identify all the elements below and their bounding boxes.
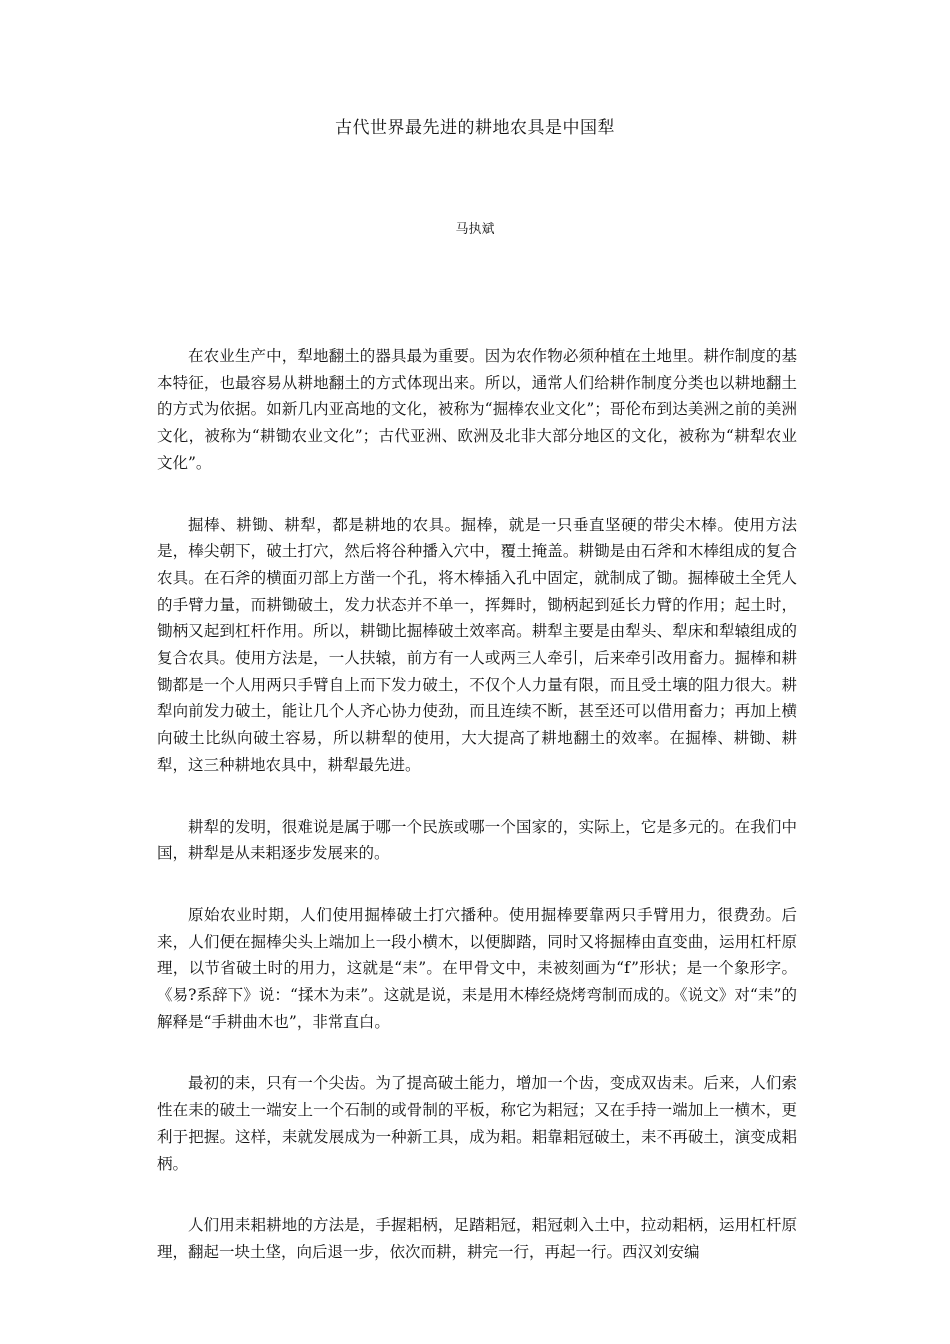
paragraph-2: 掘棒、耕锄、耕犁，都是耕地的农具。掘棒，就是一只垂直坚硬的带尖木棒。使用方法是，棒尖朝下，破土打穴，然后将谷种播入穴中，覆土掩盖。耕锄是由石斧和木棒组成的复合农具。在石斧的横面刃部上方凿一个孔，将木棒插入孔中固定，就制成了锄。掘棒破土全凭人的手臂力量，而耕锄破土，发力状态并不单一，挥舞时，锄柄起到延长力臂的作用；起土时，锄柄又起到杠杆作用。所以，耕锄比掘棒破土效率高。耕犁主要是由犁头、犁床和犁辕组成的复合农具。使用方法是，一人扶辕，前方有一人或两三人牵引，后来牵引改用畜力。掘棒和耕锄都是一个人用两只手臂自上而下发力破土，不仅个人力量有限，而且受土壤的阻力很大。耕犁向前发力破土，能让几个人齐心协力使劲，而且连续不断，甚至还可以借用畜力；再加上横向破土比纵向破土容易，所以耕犁的使用，大大提高了耕地翻土的效率。在掘棒、耕锄、耕犁，这三种耕地农具中，耕犁最先进。 — [157, 515, 797, 774]
paragraph-5: 最初的耒，只有一个尖齿。为了提高破土能力，增加一个齿，变成双齿耒。后来，人们索性在耒的破土一端安上一个石制的或骨制的平板，称它为耜冠；又在手持一端加上一横木，更利于把握。这样，耒就发展成为一种新工具，成为耜。耜靠耜冠破土，耒不再破土，演变成耜柄。 — [157, 1074, 797, 1173]
paragraph-6: 人们用耒耜耕地的方法是，手握耜柄，足踏耜冠，耜冠刺入土中，拉动耜柄，运用杠杆原理，翻起一块土垡，向后退一步，依次而耕，耕完一行，再起一行。西汉刘安编 — [157, 1216, 797, 1261]
paragraph-4: 原始农业时期，人们使用掘棒破土打穴播种。使用掘棒要靠两只手臂用力，很费劲。后来，人们便在掘棒尖头上端加上一段小横木，以便脚踏，同时又将掘棒由直变曲，运用杠杆原理，以节省破土时的用力，这就是“耒”。在甲骨文中，耒被刻画为“f”形状；是一个象形字。《易?系辞下》说：“揉木为耒”。这就是说，耒是用木棒经烧烤弯制而成的。《说文》对“耒”的解释是“手耕曲木也”，非常直白。 — [157, 905, 797, 1031]
document-title: 古代世界最先进的耕地农具是中国犁 — [335, 118, 615, 138]
document-body — [157, 343, 797, 1301]
paragraph-1: 在农业生产中，犁地翻土的器具最为重要。因为农作物必须种植在土地里。耕作制度的基本特征，也最容易从耕地翻土的方式体现出来。所以，通常人们给耕作制度分类也以耕地翻土的方式为依据。如新几内亚高地的文化，被称为“掘棒农业文化”；哥伦布到达美洲之前的美洲文化，被称为“耕锄农业文化”；古代亚洲、欧洲及北非大部分地区的文化，被称为“耕犁农业文化”。 — [157, 347, 797, 472]
paragraph-3: 耕犁的发明，很难说是属于哪一个民族或哪一个国家的，实际上，它是多元的。在我们中国，耕犁是从耒耜逐步发展来的。 — [157, 817, 797, 863]
document-author: 马执斌 — [455, 222, 495, 237]
